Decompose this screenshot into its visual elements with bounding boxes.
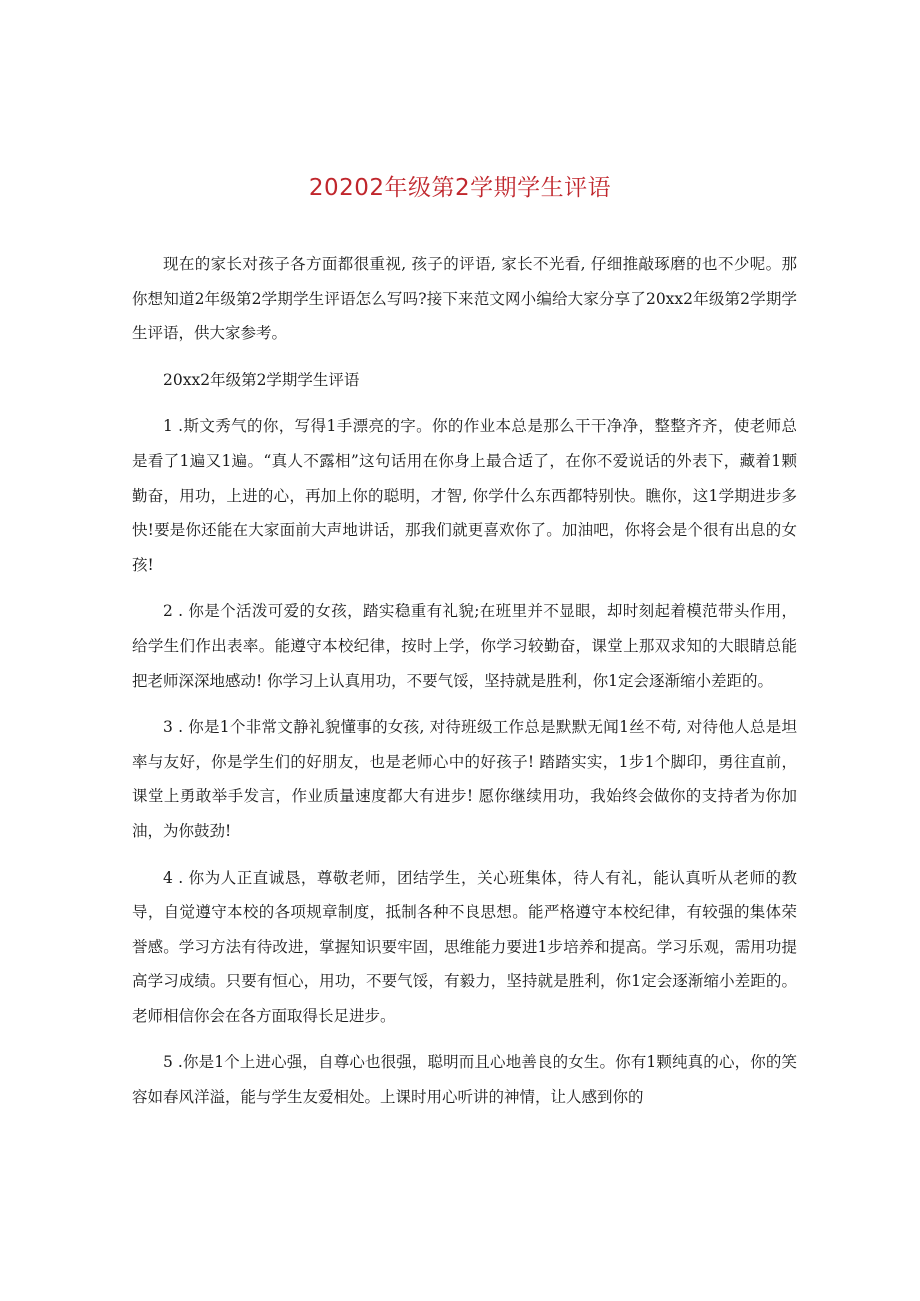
- comment-paragraph-4: 4 . 你为人正直诚恳，尊敬老师，团结学生，关心班集体，待人有礼，能认真听从老师的教导，自觉遵守本校的各项规章制度，抵制各种不良思想。能严格遵守本校纪律，有较强的集体荣誉感。学习方法有待改进，掌握知识要牢固，思维能力要进1步培养和提高。学习乐观，需用功提高学习成绩。只要有恒心，用功，不要气馁，有毅力，坚持就是胜利，你1定会逐渐缩小差距的。老师相信你会在各方面取得长足进步。: [132, 868, 797, 1025]
- document-title: 20202年级第2学期学生评语: [308, 175, 612, 201]
- comment-paragraph-3: 3 . 你是1个非常文静礼貌懂事的女孩, 对待班级工作总是默默无闻1丝不苟, 对待他人总是坦率与友好，你是学生们的好朋友，也是老师心中的好孩子! 踏踏实实，1步1个脚印，勇往直前，课堂上勇敢举手发言，作业质量速度都大有进步! 愿你继续用功，我始终会做你的支持者为你加油，为你鼓劲!: [132, 718, 797, 840]
- intro-paragraph: 现在的家长对孩子各方面都很重视, 孩子的评语, 家长不光看, 仔细推敲琢磨的也不少呢。那你想知道2年级第2学期学生评语怎么写吗?接下来范文网小编给大家分享了20xx2年级第2学期学生评语，供大家参考。: [132, 255, 797, 343]
- comment-paragraph-2: 2 . 你是个活泼可爱的女孩，踏实稳重有礼貌;在班里并不显眼，却时刻起着模范带头作用，给学生们作出表率。能遵守本校纪律，按时上学，你学习较勤奋，课堂上那双求知的大眼睛总能把老师深深地感动! 你学习上认真用功，不要气馁，坚持就是胜利，你1定会逐渐缩小差距的。: [132, 602, 797, 690]
- section-subheading: 20xx2年级第2学期学生评语: [163, 370, 360, 389]
- comment-paragraph-5: 5 .你是1个上进心强，自尊心也很强，聪明而且心地善良的女生。你有1颗纯真的心，你的笑容如春风洋溢，能与学生友爱相处。上课时用心听讲的神情，让人感到你的: [132, 1053, 797, 1107]
- comment-paragraph-1: 1 .斯文秀气的你，写得1手漂亮的字。你的作业本总是那么干干净净，整整齐齐，使老师总是看了1遍又1遍。“真人不露相”这句话用在你身上最合适了，在你不爱说话的外表下，藏着1颗勤奋，用功，上进的心，再加上你的聪明，才智, 你学什么东西都特别快。瞧你，这1学期进步多快!要是你还能在大家面前大声地讲话，那我们就更喜欢你了。加油吧，你将会是个很有出息的女孩!: [132, 417, 797, 574]
- document-body: [132, 247, 797, 1115]
